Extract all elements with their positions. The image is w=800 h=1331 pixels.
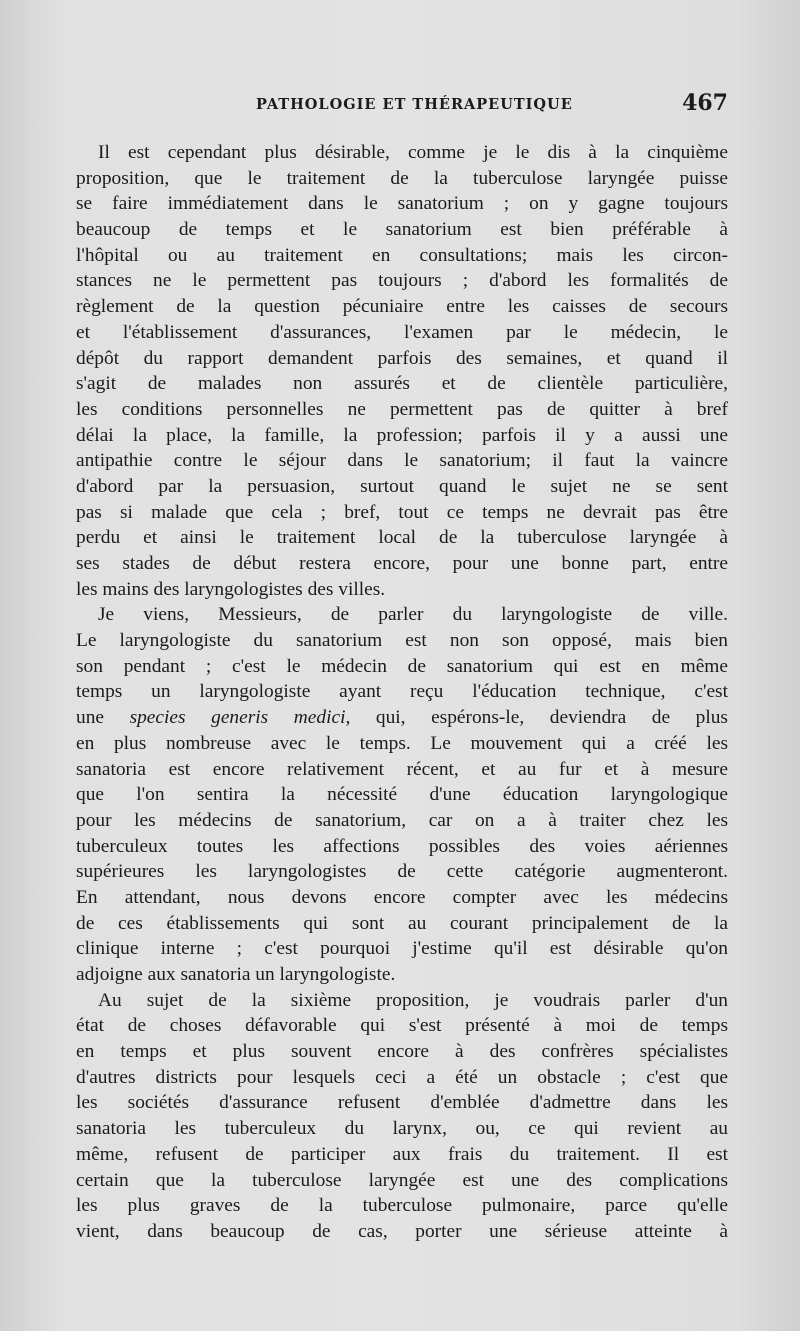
text-line: dépôt du rapport demandent parfois des semaines, et quand il (76, 347, 728, 369)
text-line: délai la place, la famille, la profession; parfois il y a aussi une (76, 424, 728, 446)
text-line: antipathie contre le séjour dans le sanatorium; il faut la vaincre (76, 450, 728, 472)
text-line: supérieures les laryngologistes de cette catégorie augmenteront. (76, 861, 728, 883)
text-line: que l'on sentira la nécessité d'une éducation laryngologique (76, 784, 728, 806)
text-line: perdu et ainsi le traitement local de la tuberculose laryngée à (76, 527, 728, 549)
text-line: temps un laryngologiste ayant reçu l'éducation technique, c'est (76, 681, 728, 703)
text-line: Il est cependant plus désirable, comme je le dis à la cinquième (98, 142, 728, 163)
text-line: état de choses défavorable qui s'est présenté à moi de temps (76, 1015, 728, 1037)
text-line: de ces établissements qui sont au courant principalement de la (76, 912, 728, 934)
text-line: beaucoup de temps et le sanatorium est bien préférable à (76, 219, 728, 241)
text-line: stances ne le permettent pas toujours ; d'abord les formalités de (76, 270, 728, 292)
page-header (76, 92, 728, 122)
text-line: ses stades de début restera encore, pour une bonne part, entre (76, 553, 728, 574)
text-fragment: , qui, espérons-le, deviendra de plus (345, 707, 728, 729)
text-line: l'hôpital ou au traitement en consultations; mais les circon- (76, 244, 728, 266)
text-line: même, refusent de participer aux frais du traitement. Il est (76, 1143, 728, 1165)
text-line-with-italic (76, 705, 728, 731)
text-line: les mains des laryngologistes des villes. (76, 578, 386, 600)
text-line: certain que la tuberculose laryngée est une des complications (76, 1169, 728, 1191)
text-line: en plus nombreuse avec le temps. Le mouvement qui a créé les (76, 732, 728, 754)
text-line: se faire immédiatement dans le sanatorium ; on y gagne toujours (76, 193, 728, 215)
text-line: sanatoria est encore relativement récent, et au fur et à mesure (76, 758, 728, 780)
text-line: règlement de la question pécuniaire entre les caisses de secours (76, 296, 728, 318)
text-line: vient, dans beaucoup de cas, porter une sérieuse atteinte à (76, 1220, 728, 1242)
text-line: les conditions personnelles ne permettent pas de quitter à bref (76, 398, 728, 420)
text-line: et l'établissement d'assurances, l'examen par le médecin, le (76, 321, 728, 343)
text-line: sanatoria les tuberculeux du larynx, ou, ce qui revient au (76, 1118, 728, 1140)
text-line: les sociétés d'assurance refusent d'emblée d'admettre dans les (76, 1092, 728, 1114)
page-number: 467 (682, 90, 728, 116)
body-text (76, 140, 728, 1245)
text-fragment: une (76, 707, 130, 729)
running-title: PATHOLOGIE ET THÉRAPEUTIQUE (256, 96, 573, 113)
text-line: son pendant ; c'est le médecin de sanatorium qui est en même (76, 655, 728, 677)
text-line: tuberculeux toutes les affections possibles des voies aériennes (76, 835, 728, 857)
text-line: en temps et plus souvent encore à des confrères spécialistes (76, 1041, 728, 1063)
text-line: Le laryngologiste du sanatorium est non son opposé, mais bien (76, 630, 728, 652)
text-line: s'agit de malades non assurés et de clientèle particulière, (76, 373, 728, 395)
text-line: Au sujet de la sixième proposition, je voudrais parler d'un (98, 989, 728, 1011)
text-line: d'abord par la persuasion, surtout quand le sujet ne se sent (76, 475, 728, 497)
text-line: pour les médecins de sanatorium, car on a à traiter chez les (76, 809, 728, 831)
text-line: adjoigne aux sanatoria un laryngologiste. (76, 964, 396, 985)
text-line: clinique interne ; c'est pourquoi j'estime qu'il est désirable qu'on (76, 938, 728, 960)
text-line: d'autres districts pour lesquels ceci a été un obstacle ; c'est que (76, 1066, 728, 1088)
italic-phrase: species generis medici (129, 707, 346, 729)
text-line: pas si malade que cela ; bref, tout ce temps ne devrait pas être (76, 501, 728, 523)
text-line: proposition, que le traitement de la tuberculose laryngée puisse (76, 167, 728, 189)
text-line: les plus graves de la tuberculose pulmonaire, parce qu'elle (76, 1195, 728, 1217)
text-line: Je viens, Messieurs, de parler du laryngologiste de ville. (98, 604, 728, 626)
text-line: En attendant, nous devons encore compter avec les médecins (76, 886, 728, 908)
